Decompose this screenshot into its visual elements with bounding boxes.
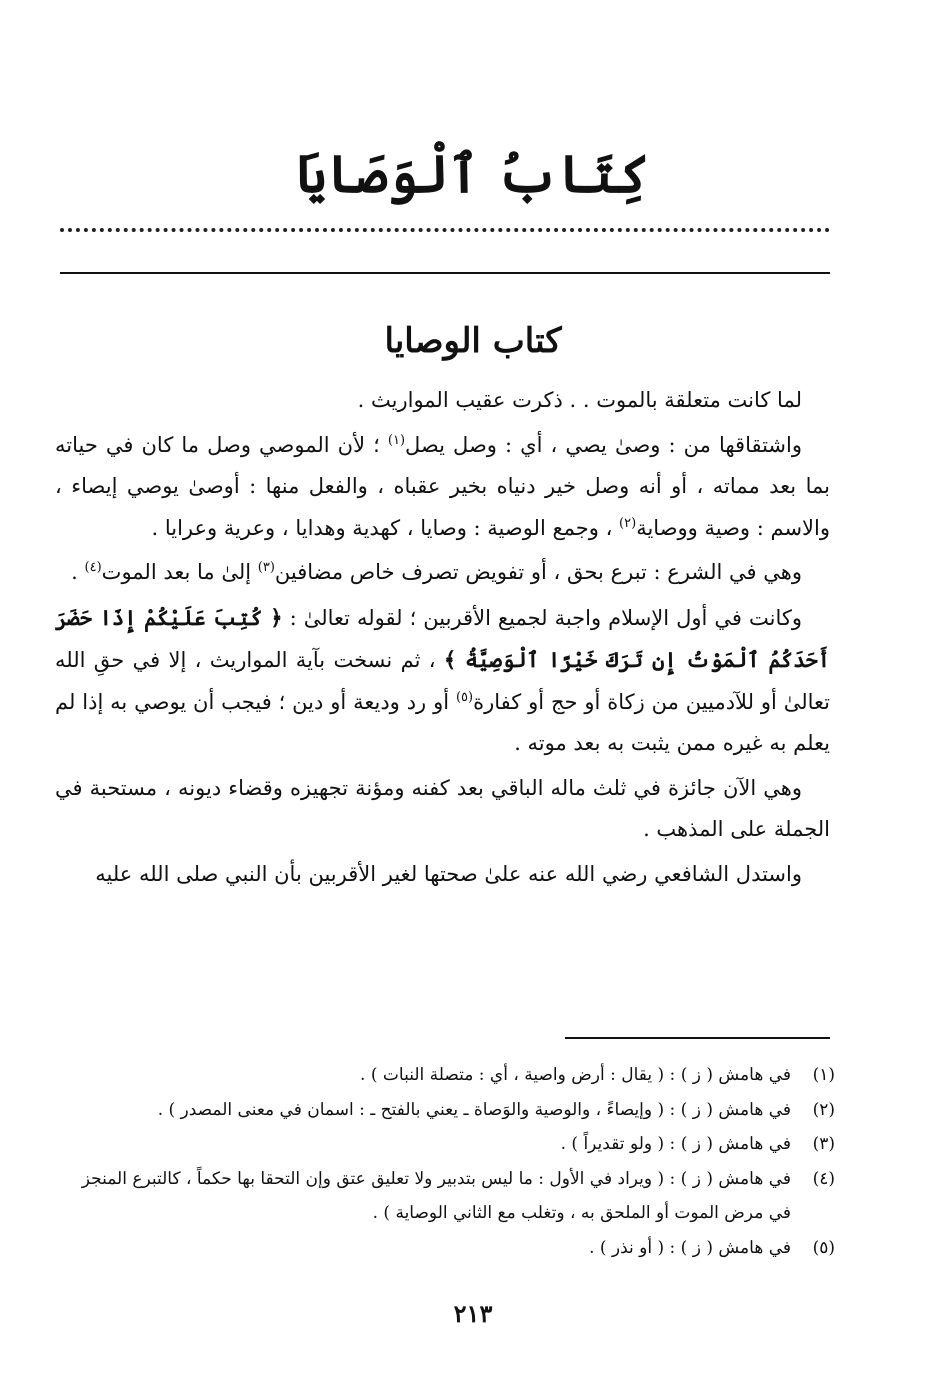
page-number: ٢١٣ xyxy=(453,1299,493,1328)
paragraph-5 xyxy=(55,768,830,851)
footnote-marker[interactable]: (٣) xyxy=(257,560,275,575)
footnotes xyxy=(55,1058,835,1265)
footnote-number: (٣) xyxy=(812,1134,835,1154)
paragraph-text: وهي الآن جائزة في ثلث ماله الباقي بعد كفنه ومؤنة تجهيزه وقضاء ديونه ، مستحبة في الجملة على المذهب . xyxy=(55,775,830,841)
paragraph-text: لما كانت متعلقة بالموت . . ذكرت عقيب المواريث . xyxy=(357,388,802,412)
footnote-item xyxy=(55,1093,835,1128)
paragraph-text: واستدل الشافعي رضي الله عنه علىٰ صحتها لغير الأقربين بأن النبي صلى الله عليه xyxy=(95,861,802,886)
paragraph-text: وهي في الشرع : تبرع بحق ، أو تفويض تصرف خاص مضافين xyxy=(274,560,802,584)
paragraph-6 xyxy=(55,854,830,896)
footnote-item xyxy=(55,1231,835,1266)
paragraph-text: ، ثم نسخت بآية المواريث ، إلا في حقِ الله تعالىٰ أو للآدميين من زكاة أو حج أو كفارة xyxy=(55,648,830,714)
paragraph-text: وكانت في أول الإسلام واجبة لجميع الأقربين ؛ لقوله تعالىٰ : xyxy=(282,605,802,630)
header-rule xyxy=(60,272,830,274)
section-title: كتاب الوصايا xyxy=(384,321,562,361)
footnote-marker[interactable]: (٤) xyxy=(84,560,102,575)
paragraph-text: . xyxy=(71,560,85,584)
paragraph-text: ، وجمع الوصية : وصايا ، كهدية وهدايا ، وعرية وعرايا . xyxy=(151,515,620,540)
paragraph-text: أو رد وديعة أو دين ؛ فيجب أن يوصي به إذا لم يعلم به غيره ممن يثبت به بعد موته . xyxy=(55,689,830,755)
footnote-marker[interactable]: (١) xyxy=(387,432,406,448)
footnote-rule xyxy=(565,1037,830,1039)
quran-verse: ﴿ كُتِبَ عَلَيْكُمْ إِذَا حَضَرَ أَحَدَكُمُ ٱلْمَوْتُ إِن تَرَكَ خَيْرًا ٱلْوَصِيَّةُ ﴾ xyxy=(55,604,831,672)
footnote-marker[interactable]: (٥) xyxy=(455,689,474,705)
footnote-text: في هامش ( ز ) : ( يقال : أرض واصية ، أي : متصلة النبات ) . xyxy=(360,1065,791,1085)
footnote-text: في هامش ( ز ) : ( ويراد في الأول : ما ليس بتدبير ولا تعليق عتق وإن التحقا بها حكماً ، كالتبرع المنجز في مرض الموت أو الملحق به ، وتغلب مع الثاني الوصاية ) . xyxy=(81,1168,791,1223)
footnote-text: في هامش ( ز ) : ( ولو تقديراً ) . xyxy=(560,1134,791,1154)
main-text xyxy=(55,380,830,895)
footnote-number: (٤) xyxy=(812,1168,835,1189)
paragraph-text: واشتقاقها من : وصىٰ يصي ، أي : وصل يصل xyxy=(405,432,802,457)
paragraph-1 xyxy=(55,380,830,422)
paragraph-3 xyxy=(55,552,830,594)
dotted-divider xyxy=(60,228,830,232)
footnote-item xyxy=(55,1162,835,1231)
paragraph-2 xyxy=(55,425,830,550)
footnote-number: (٢) xyxy=(812,1099,835,1120)
paragraph-text: إلىٰ ما بعد الموت xyxy=(101,560,258,584)
footnote-number: (٥) xyxy=(812,1237,835,1258)
footnote-text: في هامش ( ز ) : ( وإيصاءً ، والوصية والوَصاة ـ يعني بالفتح ـ : اسمان في معنى المصدر ) . xyxy=(157,1099,791,1120)
footnote-item xyxy=(55,1058,835,1093)
footnote-number: (١) xyxy=(812,1065,835,1085)
book-title: كِتَابُ ٱلْوَصَايَا xyxy=(296,144,650,205)
footnote-text: في هامش ( ز ) : ( أو نذر ) . xyxy=(589,1237,791,1258)
footnote-item xyxy=(55,1127,835,1162)
paragraph-text: ؛ لأن الموصي وصل ما كان في حياته بما بعد مماته ، أو أنه وصل خير دنياه بخير عقباه ، والفعل منها : أوصىٰ يوصي إيصاء ، والاسم : وصية ووصاية xyxy=(55,432,830,540)
footnote-marker[interactable]: (٢) xyxy=(619,515,637,531)
paragraph-4 xyxy=(55,597,830,765)
